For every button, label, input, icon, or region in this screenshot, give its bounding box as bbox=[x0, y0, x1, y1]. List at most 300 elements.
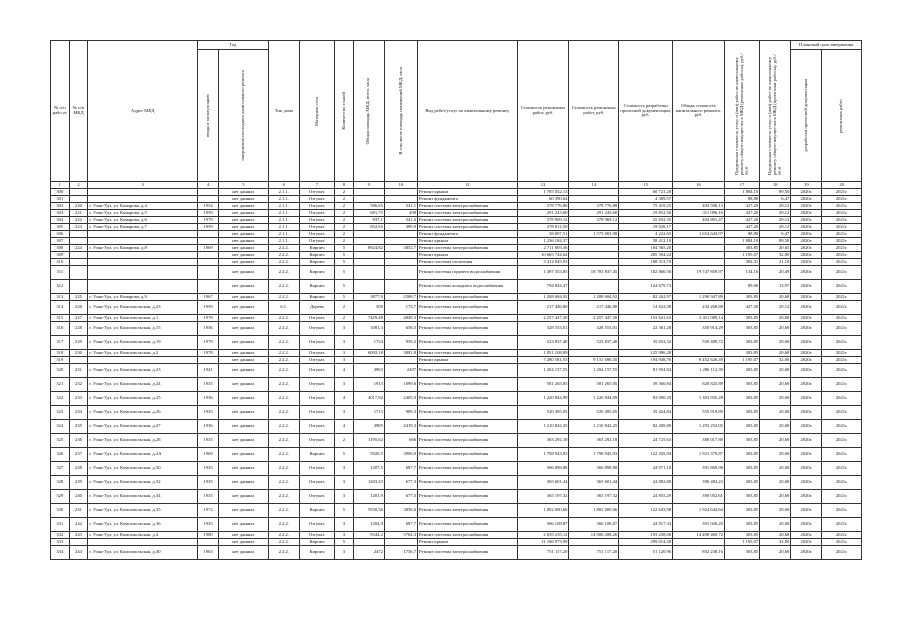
year-built: 1935 bbox=[198, 378, 219, 392]
plan-works: 2021г. bbox=[822, 322, 862, 336]
plan-works: 2021г. bbox=[822, 490, 862, 504]
row-number: 316 bbox=[51, 322, 70, 336]
header-commissioning-year: ввода в эксплуатацию bbox=[198, 50, 219, 182]
limit-design: 20,68 bbox=[760, 392, 791, 406]
repair-cost-total: 523 837,40 bbox=[569, 336, 619, 350]
last-repair: нет данных bbox=[218, 266, 268, 280]
total-area: 3985 bbox=[353, 420, 384, 434]
work-type: Ремонт системы электроснабжения bbox=[418, 392, 518, 406]
header-premises-area: В том числе площадь помещений МКД, кв.м bbox=[384, 41, 417, 182]
design-cost: 35 424,84 bbox=[619, 406, 673, 420]
total-cost: 1 290 947,89 bbox=[673, 294, 725, 301]
year-built: 1978 bbox=[198, 350, 219, 357]
last-repair: нет данных bbox=[218, 490, 268, 504]
work-type: Ремонт системы электроснабжения bbox=[418, 406, 518, 420]
premises-area: 541,1 bbox=[384, 203, 417, 210]
plan-design: 2020г. bbox=[791, 504, 822, 518]
premises-area: 3906,9 bbox=[384, 448, 417, 462]
total-area: 1204,9 bbox=[353, 518, 384, 532]
table-row bbox=[51, 217, 862, 224]
limit-design: 29,12 bbox=[760, 301, 791, 315]
plan-works: 2021г. bbox=[822, 189, 862, 196]
table-row bbox=[51, 231, 862, 238]
plan-design: 2020г. bbox=[791, 280, 822, 294]
header-last-repair-year: завершения последнего капитального ремонта bbox=[218, 50, 268, 182]
total-cost: 1 303 935,28 bbox=[673, 392, 725, 406]
repair-cost: 751 117,20 bbox=[517, 546, 569, 560]
total-area: 509 bbox=[353, 301, 384, 315]
limit-design: 20,68 bbox=[760, 378, 791, 392]
mkd-number: 231 bbox=[69, 364, 88, 378]
floors: 3 bbox=[335, 336, 354, 350]
wall-material: Кирпич bbox=[299, 259, 334, 266]
limit-design: 21,10 bbox=[760, 259, 791, 266]
repair-cost-total bbox=[569, 252, 619, 259]
last-repair: нет данных bbox=[218, 259, 268, 266]
table-row bbox=[51, 336, 862, 350]
total-cost: 559 489,72 bbox=[673, 336, 725, 350]
table-row bbox=[51, 476, 862, 490]
year-built: 1935 bbox=[198, 434, 219, 448]
repair-cost: 328 553,01 bbox=[517, 322, 569, 336]
wall-material: Озгукат. bbox=[299, 476, 334, 490]
address-cell bbox=[88, 238, 198, 245]
year-built bbox=[198, 238, 219, 245]
floors: 3 bbox=[335, 378, 354, 392]
row-number: 311 bbox=[51, 266, 70, 280]
design-cost: 285 394,24 bbox=[619, 252, 673, 259]
work-type: Ремонт системы отопления bbox=[418, 259, 518, 266]
house-type: 2.2.2. bbox=[268, 406, 299, 420]
plan-design: 2020г. bbox=[791, 420, 822, 434]
year-built: 1935 bbox=[198, 462, 219, 476]
plan-design: 2020г. bbox=[791, 189, 822, 196]
plan-design: 2020г. bbox=[791, 392, 822, 406]
repair-cost-total: 1 220 844,99 bbox=[569, 392, 619, 406]
repair-cost-total: 363 292,18 bbox=[569, 434, 619, 448]
limit-repair: 303,85 bbox=[724, 518, 759, 532]
plan-design: 2020г. bbox=[791, 266, 822, 280]
total-cost: 1 921 379,87 bbox=[673, 448, 725, 462]
repair-cost: 378 969,12 bbox=[517, 217, 569, 224]
floors: 5 bbox=[335, 504, 354, 518]
wall-material: Озгукат. bbox=[299, 210, 334, 217]
total-cost bbox=[673, 189, 725, 196]
last-repair: нет данных bbox=[218, 357, 268, 364]
plan-design: 2020г. bbox=[791, 539, 822, 546]
table-row bbox=[51, 189, 862, 196]
limit-design: 29,12 bbox=[760, 217, 791, 224]
limit-repair: 427,20 bbox=[724, 210, 759, 217]
table-row bbox=[51, 315, 862, 322]
year-built: 1959 bbox=[198, 224, 219, 231]
table-row bbox=[51, 462, 862, 476]
mkd-number: 228 bbox=[69, 322, 88, 336]
header-house-type: Тип дома bbox=[268, 41, 299, 182]
total-cost: 390 484,23 bbox=[673, 476, 725, 490]
repair-cost: 2 839 235,12 bbox=[517, 532, 569, 539]
floors: 2 bbox=[335, 238, 354, 245]
house-type: 2.1.1. bbox=[268, 189, 299, 196]
premises-area: 2405,9 bbox=[384, 392, 417, 406]
row-number: 312 bbox=[51, 280, 70, 294]
year-built bbox=[198, 266, 219, 280]
mkd-number bbox=[69, 231, 88, 238]
colnum: 14 bbox=[569, 182, 619, 189]
total-cost bbox=[673, 238, 725, 245]
address-cell bbox=[88, 231, 198, 238]
mkd-number: 223 bbox=[69, 224, 88, 231]
repair-cost: 60 390,64 bbox=[517, 196, 569, 203]
last-repair: нет данных bbox=[218, 224, 268, 231]
mkd-number bbox=[69, 280, 88, 294]
mkd-number bbox=[69, 266, 88, 280]
limit-repair: 1 195,07 bbox=[724, 252, 759, 259]
wall-material: Озгукат. bbox=[299, 322, 334, 336]
total-cost: 350 914,29 bbox=[673, 322, 725, 336]
floors: 2 bbox=[335, 231, 354, 238]
work-type: Ремонт системы холодного водоснабжения bbox=[418, 280, 518, 294]
header-work-type: Вид работ/услуг по капитальному ремонту bbox=[418, 41, 518, 182]
mkd-number: 236 bbox=[69, 434, 88, 448]
address-cell: г. Улан-Удэ, ул. Комарова, д.7 bbox=[88, 224, 198, 231]
design-cost: 194 948,76 bbox=[619, 357, 673, 364]
address-cell bbox=[88, 357, 198, 364]
work-type: Ремонт системы электроснабжения bbox=[418, 315, 518, 322]
design-cost: 24 725,63 bbox=[619, 434, 673, 448]
row-number: 329 bbox=[51, 490, 70, 504]
address-cell bbox=[88, 266, 198, 280]
year-built bbox=[198, 196, 219, 203]
total-cost: 555 919,89 bbox=[673, 406, 725, 420]
address-cell: г. Улан-Удэ, ул. Комсомольская, д.1 bbox=[88, 315, 198, 322]
repair-cost-total: 9 131 690,45 bbox=[569, 357, 619, 364]
limit-design: 20,68 bbox=[760, 462, 791, 476]
limit-design: 6,47 bbox=[760, 231, 791, 238]
colnum: 19 bbox=[791, 182, 822, 189]
colnum: 6 bbox=[268, 182, 299, 189]
floors: 3 bbox=[335, 532, 354, 539]
header-year-group: Год bbox=[198, 41, 269, 50]
table-row bbox=[51, 266, 862, 280]
total-area bbox=[353, 357, 384, 364]
floors: 3 bbox=[335, 490, 354, 504]
work-type: Ремонт системы электроснабжения bbox=[418, 518, 518, 532]
work-type: Ремонт крыши bbox=[418, 189, 518, 196]
address-cell: г. Улан-Удэ, ул. Комсомольская, д.34 bbox=[88, 490, 198, 504]
total-cost bbox=[673, 259, 725, 266]
repair-cost-total: 1 798 943,93 bbox=[569, 448, 619, 462]
floors: 5 bbox=[335, 259, 354, 266]
floors: 5 bbox=[335, 266, 354, 280]
house-type: 2.2.2. bbox=[268, 378, 299, 392]
header-col-2: № п/п МКД bbox=[69, 41, 88, 182]
wall-material: Озгукат. bbox=[299, 420, 334, 434]
row-number: 333 bbox=[51, 539, 70, 546]
repair-cost: 291 243,60 bbox=[517, 210, 569, 217]
mkd-number: 221 bbox=[69, 210, 88, 217]
limit-repair: 303,85 bbox=[724, 434, 759, 448]
address-cell: г. Улан-Удэ, ул. Комсомольская, д.27 bbox=[88, 420, 198, 434]
wall-material: Кирпич bbox=[299, 245, 334, 252]
row-number: 315 bbox=[51, 315, 70, 322]
colnum: 16 bbox=[673, 182, 725, 189]
premises-area: 687,7 bbox=[384, 518, 417, 532]
house-type: 2.2.2. bbox=[268, 504, 299, 518]
limit-design: 20,68 bbox=[760, 350, 791, 357]
total-cost: 390 052,61 bbox=[673, 490, 725, 504]
plan-works: 2021г. bbox=[822, 210, 862, 217]
plan-design: 2020г. bbox=[791, 357, 822, 364]
row-number: 309 bbox=[51, 252, 70, 259]
wall-material: Озгукат. bbox=[299, 392, 334, 406]
repair-cost-total: 1 208 684,92 bbox=[569, 294, 619, 301]
header-col-address: Адрес МКД bbox=[88, 41, 198, 182]
total-area: 1201,9 bbox=[353, 490, 384, 504]
address-cell bbox=[88, 196, 198, 203]
table-row bbox=[51, 539, 862, 546]
last-repair: нет данных bbox=[218, 231, 268, 238]
plan-works: 2021г. bbox=[822, 476, 862, 490]
limit-repair: 427,20 bbox=[724, 301, 759, 315]
work-type: Ремонт фундамента bbox=[418, 196, 518, 203]
wall-material: Озгукат. bbox=[299, 378, 334, 392]
limit-design: 20,68 bbox=[760, 546, 791, 560]
limit-repair: 303,85 bbox=[724, 448, 759, 462]
wall-material: Озгукат. bbox=[299, 231, 334, 238]
header-floors: Количество этажей bbox=[335, 41, 354, 182]
plan-design: 2020г. bbox=[791, 203, 822, 210]
repair-cost: 581 265,05 bbox=[517, 378, 569, 392]
address-cell bbox=[88, 280, 198, 294]
limit-repair: 303,85 bbox=[724, 504, 759, 518]
premises-area bbox=[384, 357, 417, 364]
last-repair: нет данных bbox=[218, 301, 268, 315]
wall-material: Кирпич bbox=[299, 266, 334, 280]
limit-repair: 427,20 bbox=[724, 217, 759, 224]
wall-material: Озгукат. bbox=[299, 189, 334, 196]
colnum: 12 bbox=[418, 182, 518, 189]
header-repair-cost-total: Стоимость ремонтных работ, руб. bbox=[569, 41, 619, 182]
work-type: Ремонт системы горячего водоснабжения bbox=[418, 266, 518, 280]
last-repair: нет данных bbox=[218, 378, 268, 392]
address-cell: г. Улан-Удэ, ул. Комарова, д.8 bbox=[88, 245, 198, 252]
limit-design: 29,12 bbox=[760, 224, 791, 231]
limit-design: 13,97 bbox=[760, 280, 791, 294]
total-cost bbox=[673, 224, 725, 231]
repair-cost-total: 291 243,60 bbox=[569, 210, 619, 217]
colnum: 20 bbox=[822, 182, 862, 189]
repair-cost: 1 204 157,55 bbox=[517, 364, 569, 378]
address-cell: г. Улан-Удэ, ул. Комсомольская, д.2А bbox=[88, 448, 198, 462]
plan-works: 2021г. bbox=[822, 259, 862, 266]
table-row bbox=[51, 448, 862, 462]
address-cell bbox=[88, 539, 198, 546]
row-number: 327 bbox=[51, 462, 70, 476]
table-row bbox=[51, 259, 862, 266]
repair-cost: 278 812,50 bbox=[517, 224, 569, 231]
floors: 2 bbox=[335, 301, 354, 315]
total-cost bbox=[673, 252, 725, 259]
limit-design: 32,00 bbox=[760, 252, 791, 259]
design-cost: 24 971,10 bbox=[619, 462, 673, 476]
wall-material: Кирпич bbox=[299, 252, 334, 259]
repair-cost-total bbox=[569, 539, 619, 546]
header-total-area: Общая площадь МКД, всего, кв.м bbox=[353, 41, 384, 182]
repair-cost-total: 18 781 837,45 bbox=[569, 266, 619, 280]
last-repair: нет данных bbox=[218, 364, 268, 378]
work-type: Ремонт системы электроснабжения bbox=[418, 378, 518, 392]
repair-cost: 1 220 844,99 bbox=[517, 392, 569, 406]
address-cell: г. Улан-Удэ, ул. Комарова, д.5 bbox=[88, 210, 198, 217]
floors: 2 bbox=[335, 434, 354, 448]
premises-area bbox=[384, 252, 417, 259]
work-type: Ремонт системы электроснабжения bbox=[418, 245, 518, 252]
work-type: Ремонт системы электроснабжения bbox=[418, 224, 518, 231]
premises-area: 5764,3 bbox=[384, 532, 417, 539]
year-built: 1935 bbox=[198, 406, 219, 420]
table-row bbox=[51, 196, 862, 203]
capital-repair-table bbox=[50, 40, 862, 560]
premises-area: 541,6 bbox=[384, 217, 417, 224]
repair-cost: 794 844,47 bbox=[517, 280, 569, 294]
limit-repair: 382,31 bbox=[724, 259, 759, 266]
total-area: 586,65 bbox=[353, 203, 384, 210]
repair-cost: 1 236 184,37 bbox=[517, 238, 569, 245]
repair-cost: 366 898,88 bbox=[517, 462, 569, 476]
plan-design: 2020г. bbox=[791, 231, 822, 238]
repair-cost: 1 851 108,89 bbox=[517, 350, 569, 357]
wall-material: Озгукат. bbox=[299, 217, 334, 224]
design-cost: 82 262,97 bbox=[619, 294, 673, 301]
plan-works: 2021г. bbox=[822, 518, 862, 532]
wall-material: Озгукат. bbox=[299, 364, 334, 378]
total-area: 3877,9 bbox=[353, 294, 384, 301]
last-repair: нет данных bbox=[218, 189, 268, 196]
mkd-number bbox=[69, 252, 88, 259]
design-cost: 122 643,98 bbox=[619, 504, 673, 518]
row-number: 306 bbox=[51, 231, 70, 238]
limit-design: 20,68 bbox=[760, 406, 791, 420]
limit-repair: 1 195,07 bbox=[724, 539, 759, 546]
wall-material: Озгукат. bbox=[299, 238, 334, 245]
limit-design: 20,49 bbox=[760, 266, 791, 280]
plan-works: 2021г. bbox=[822, 357, 862, 364]
total-cost bbox=[673, 539, 725, 546]
total-area: 7429,48 bbox=[353, 315, 384, 322]
plan-works: 2021г. bbox=[822, 231, 862, 238]
repair-cost: 11 166 973,99 bbox=[517, 539, 569, 546]
house-type: 2.2.2. bbox=[268, 434, 299, 448]
plan-works: 2021г. bbox=[822, 364, 862, 378]
row-number: 304 bbox=[51, 217, 70, 224]
address-cell: г. Улан-Удэ, ул. Комарова, д.9 bbox=[88, 294, 198, 301]
wall-material: Кирпич bbox=[299, 539, 334, 546]
total-area: 2472 bbox=[353, 546, 384, 560]
address-cell: г. Улан-Удэ, ул. Комсомольская, д.24 bbox=[88, 378, 198, 392]
limit-repair: 1 884,10 bbox=[724, 189, 759, 196]
plan-design: 2020г. bbox=[791, 259, 822, 266]
wall-material: Озгукат. bbox=[299, 462, 334, 476]
year-built: 1979 bbox=[198, 336, 219, 350]
work-type: Ремонт системы электроснабжения bbox=[418, 203, 518, 210]
house-type: 2.2.2. bbox=[268, 336, 299, 350]
plan-design: 2020г. bbox=[791, 210, 822, 217]
year-built: 1936 bbox=[198, 420, 219, 434]
year-built: 1979 bbox=[198, 217, 219, 224]
last-repair: нет данных bbox=[218, 252, 268, 259]
address-cell: г. Улан-Удэ, ул. Комсомольская, д.4 bbox=[88, 532, 198, 539]
table-row bbox=[51, 252, 862, 259]
table-row bbox=[51, 224, 862, 231]
repair-cost-total: 1 802 000,66 bbox=[569, 504, 619, 518]
premises-area: 2568,7 bbox=[384, 294, 417, 301]
design-cost: 4 389,57 bbox=[619, 196, 673, 203]
last-repair: нет данных bbox=[218, 350, 268, 357]
floors: 5 bbox=[335, 539, 354, 546]
repair-cost: 2 711 805,36 bbox=[517, 245, 569, 252]
wall-material: Озгукат. bbox=[299, 350, 334, 357]
wall-material: Озгукат. bbox=[299, 224, 334, 231]
total-cost: 391 026,20 bbox=[673, 518, 725, 532]
last-repair: нет данных bbox=[218, 245, 268, 252]
limit-design: 20,68 bbox=[760, 434, 791, 448]
address-cell: г. Улан-Удэ, ул. Комсомольская, д.15 bbox=[88, 322, 198, 336]
year-built bbox=[198, 357, 219, 364]
limit-repair: 303,85 bbox=[724, 350, 759, 357]
year-built bbox=[198, 231, 219, 238]
premises-area: 658,5 bbox=[384, 322, 417, 336]
year-built bbox=[198, 539, 219, 546]
floors: 2 bbox=[335, 217, 354, 224]
last-repair: нет данных bbox=[218, 532, 268, 539]
floors: 4 bbox=[335, 364, 354, 378]
wall-material: Кирпич bbox=[299, 504, 334, 518]
table-row bbox=[51, 406, 862, 420]
plan-design: 2020г. bbox=[791, 315, 822, 322]
limit-design: 32,00 bbox=[760, 357, 791, 364]
mkd-number: 224 bbox=[69, 245, 88, 252]
premises-area bbox=[384, 196, 417, 203]
plan-design: 2020г. bbox=[791, 252, 822, 259]
work-type: Ремонт системы электроснабжения bbox=[418, 420, 518, 434]
repair-cost: 58 007,51 bbox=[517, 231, 569, 238]
repair-cost-total: 2 257 447,30 bbox=[569, 315, 619, 322]
last-repair: нет данных bbox=[218, 518, 268, 532]
work-type: Ремонт системы электроснабжения bbox=[418, 532, 518, 539]
address-cell: г. Улан-Удэ, ул. Комарова, д.6 bbox=[88, 217, 198, 224]
design-cost: 39 560,84 bbox=[619, 378, 673, 392]
wall-material: Озгукат. bbox=[299, 434, 334, 448]
repair-cost: 378 776,88 bbox=[517, 203, 569, 210]
mkd-number: 233 bbox=[69, 392, 88, 406]
house-type: 2.2.2. bbox=[268, 245, 299, 252]
total-area bbox=[353, 259, 384, 266]
header-limit-design: Предельная стоимость услуг и (или) работ по капитальному ремонту общего имущества в МКД (проектные работы), руб./кв.м bbox=[760, 41, 791, 182]
plan-works: 2021г. bbox=[822, 406, 862, 420]
repair-cost-total: 14 006 208,26 bbox=[569, 532, 619, 539]
repair-cost-total: 365 601,44 bbox=[569, 476, 619, 490]
premises-area bbox=[384, 280, 417, 294]
colnum: 1 bbox=[51, 182, 70, 189]
row-number: 319 bbox=[51, 357, 70, 364]
repair-cost-total: 378 776,88 bbox=[569, 203, 619, 210]
address-cell: г. Улан-Удэ, ул. Комсомольская, д.40 bbox=[88, 546, 198, 560]
design-cost: 75 419,25 bbox=[619, 203, 673, 210]
floors: 2 bbox=[335, 315, 354, 322]
table-row bbox=[51, 357, 862, 364]
row-number: 326 bbox=[51, 448, 70, 462]
